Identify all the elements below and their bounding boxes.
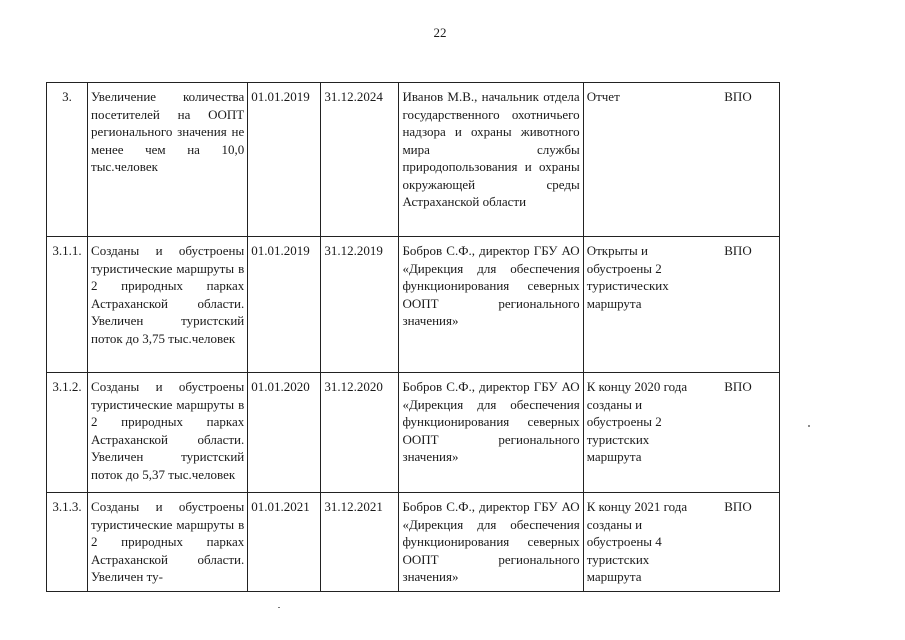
expected-result: Открыты и обустроены 2 туристических маршрута [586,243,669,311]
executor-code: ВПО [724,379,752,394]
table-row [47,83,780,237]
result-cell [583,237,779,373]
row-number: 3.1.1. [47,237,88,373]
result-cell [583,83,779,237]
event-description: Созданы и обустроены туристические маршруты в 2 природных парках Астраханской области. Увеличен туристский поток до 3,75 тыс.человек [88,237,248,373]
table-row [47,493,780,592]
responsible-person: Бобров С.Ф., директор ГБУ АО «Дирекция для обеспечения функционирования северных ООПТ регионального значения» [399,493,583,592]
executor-code: ВПО [724,89,752,104]
start-date: 01.01.2019 [248,237,321,373]
responsible-person: Бобров С.Ф., директор ГБУ АО «Дирекция для обеспечения функционирования северных ООПТ регионального значения» [399,237,583,373]
scan-speck [808,425,810,427]
plan-table [46,82,780,592]
end-date: 31.12.2024 [321,83,399,237]
responsible-person: Иванов М.В., начальник отдела государственного охотничьего надзора и охраны животного мира службы природопользования и охраны окружающей среды Астраханской области [399,83,583,237]
executor-code: ВПО [724,243,752,258]
start-date: 01.01.2020 [248,373,321,493]
page-number: 22 [433,25,447,40]
start-date: 01.01.2021 [248,493,321,592]
end-date: 31.12.2021 [321,493,399,592]
row-number: 3.1.3. [47,493,88,592]
executor-code: ВПО [724,499,752,514]
end-date: 31.12.2019 [321,237,399,373]
row-number: 3.1.2. [47,373,88,493]
table-row [47,237,780,373]
responsible-person: Бобров С.Ф., директор ГБУ АО «Дирекция для обеспечения функционирования северных ООПТ регионального значения» [399,373,583,493]
row-number: 3. [47,83,88,237]
event-description: Увеличение количества посетителей на ООПТ регионального значения не менее чем на 10,0 тыс.человек [88,83,248,237]
end-date: 31.12.2020 [321,373,399,493]
expected-result: К концу 2020 года созданы и обустроены 2 туристских маршрута [586,379,688,464]
expected-result: К концу 2021 года созданы и обустроены 4 туристских маршрута [586,499,688,584]
table-row [47,373,780,493]
result-cell [583,493,779,592]
scan-speck [278,607,280,608]
start-date: 01.01.2019 [248,83,321,237]
event-description: Созданы и обустроены туристические маршруты в 2 природных парках Астраханской области. Увеличен ту- [88,493,248,592]
expected-result: Отчет [586,89,620,104]
event-description: Созданы и обустроены туристические маршруты в 2 природных парках Астраханской области. Увеличен туристский поток до 5,37 тыс.человек [88,373,248,493]
result-cell [583,373,779,493]
